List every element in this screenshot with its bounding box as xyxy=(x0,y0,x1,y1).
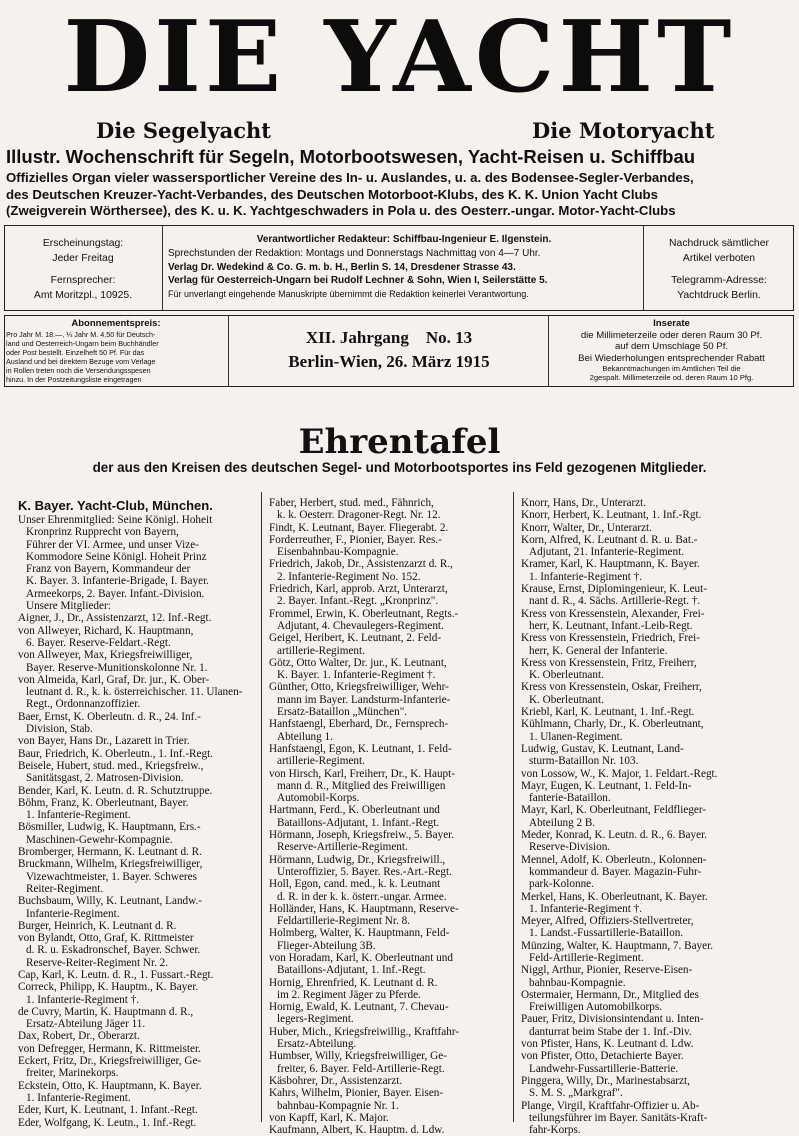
organ-line: des Deutschen Kreuzer-Yacht-Verbandes, des Deutschen Motorboot-Klubs, des K. K. Union Yacht Clubs xyxy=(6,186,658,202)
masthead: DIE YACHT xyxy=(63,0,736,115)
member-entry-line: artillerie-Regiment. xyxy=(277,644,365,657)
member-entry-line: Holländer, Hans, K. Hauptmann, Reserve- xyxy=(269,902,459,915)
member-entry-line: Findt, K. Leutnant, Bayer. Fliegerabt. 2. xyxy=(269,521,449,534)
verlag-berlin-line: Verlag Dr. Wedekind & Co. G. m. b. H., Berlin S. 14, Dresdener Strasse 43. xyxy=(168,261,516,273)
member-entry-line: Kühlmann, Charly, Dr., K. Oberleutnant, xyxy=(521,718,704,731)
member-entry-line: d. R. in der k. k. österr.-ungar. Armee. xyxy=(277,890,447,903)
inserate-title: Inserate xyxy=(653,318,690,329)
member-entry-line: Kommodore Seine Königl. Hoheit Prinz xyxy=(26,550,207,563)
member-entry-line: Abteilung 1. xyxy=(277,730,333,743)
member-entry-line: herr, K. General der Infanterie. xyxy=(529,644,668,657)
member-entry-line: leutnant d. R., k. k. österreichischer. 11. Ulanen- xyxy=(26,686,243,699)
member-entry-line: Faber, Herbert, stud. med., Fähnrich, xyxy=(269,497,434,509)
member-entry-line: Eder, Kurt, K. Leutnant, 1. Infant.-Regt. xyxy=(18,1104,198,1117)
member-entry-line: K. Oberleutnant. xyxy=(529,669,604,682)
member-entry-line: Kahrs, Wilhelm, Pionier, Bayer. Eisen- xyxy=(269,1087,444,1100)
page-subtitle: der aus den Kreisen des deutschen Segel- und Motorbootsportes ins Feld gezogenen Mitglieder. xyxy=(92,460,707,475)
member-entry-line: nant d. R., 4. Sächs. Artillerie-Regt. †. xyxy=(529,595,701,608)
inserate-line: die Millimeterzeile oder deren Raum 30 Pf. xyxy=(580,329,763,341)
page-title: Ehrentafel xyxy=(298,422,501,462)
verlag-wien-line: Verlag für Oesterreich-Ungarn bei Rudolf Lechner & Sohn, Wien I, Seilerstätte 5. xyxy=(168,275,548,287)
member-entry-line: Knorr, Hans, Dr., Unterarzt. xyxy=(521,497,647,509)
member-entry-line: mann d. R., Mitglied des Freiwilligen xyxy=(277,779,446,792)
member-entry-line: S. M. S. „Markgraf". xyxy=(529,1087,623,1100)
member-entry-line: park-Kolonne. xyxy=(529,878,594,891)
artikel-verboten-line: Artikel verboten xyxy=(682,253,756,264)
issue-info xyxy=(232,326,546,374)
member-entry-line: Dax, Robert, Dr., Oberarzt. xyxy=(18,1030,140,1043)
nachdruck-line: Nachdruck sämtlicher xyxy=(669,238,769,249)
member-entry-line: Käsbohrer, Dr., Assistenzarzt. xyxy=(269,1074,403,1087)
member-entry-line: Bromberger, Hermann, K. Leutnant d. R. xyxy=(18,846,202,859)
manuskripte-note: Für unverlangt eingehende Manuskripte übernimmt die Redaktion keinerlei Verantwortung. xyxy=(168,289,529,300)
telegramm-value: Yachtdruck Berlin. xyxy=(677,290,761,301)
abonnement-line: Ausland und bei direktem Bezuge vom Verlage xyxy=(6,357,156,366)
member-entry-line: 1. Infanterie-Regiment. xyxy=(26,809,131,822)
inserate-line: Bei Wiederholungen entsprechender Rabatt xyxy=(578,352,765,364)
member-entry-line: Maschinen-Gewehr-Kompagnie. xyxy=(26,833,173,846)
member-entry-line: Ersatz-Abteilung. xyxy=(277,1038,357,1051)
issue-number: No. 13 xyxy=(425,328,473,347)
member-entry-line: 2. Bayer. Infant.-Regt. „Kronprinz". xyxy=(277,595,439,608)
publication-info xyxy=(6,236,160,303)
subtitle-motoryacht: Die Motoryacht xyxy=(532,118,715,143)
member-entry-line: Eckstein, Otto, K. Hauptmann, K. Bayer. xyxy=(18,1079,202,1092)
member-entry-line: Vizewachtmeister, 1. Bayer. Schweres xyxy=(26,870,197,883)
member-entry-line: Hörmann, Joseph, Kriegsfreiw., 5. Bayer. xyxy=(269,829,455,842)
member-entry-line: 1. Infanterie-Regiment †. xyxy=(26,993,140,1006)
member-entry-line: K. Bayer. 3. Infanterie-Brigade, I. Bayer. xyxy=(26,575,209,588)
member-entry-line: Freiwilligen Automobilkorps. xyxy=(529,1001,663,1014)
member-entry-line: Eder, Wolfgang, K. Leutn., 1. Inf.-Regt. xyxy=(18,1116,197,1129)
member-entry-line: Burger, Heinrich, K. Leutnant d. R. xyxy=(18,919,177,932)
member-entry-line: freiter, 6. Bayer. Feld-Artillerie-Regt. xyxy=(277,1062,445,1075)
member-entry-line: von Pfister, Otto, Detachierte Bayer. xyxy=(521,1050,684,1063)
member-entry-line: 1. Infanterie-Regiment †. xyxy=(529,902,643,915)
abonnement-line: land und Oesterreich-Ungarn beim Buchhändler xyxy=(6,339,159,348)
member-entry-line: Hornig, Ehrenfried, K. Leutnant d. R. xyxy=(269,976,438,989)
member-entry-line: Pauer, Fritz, Divisionsintendant u. Inten- xyxy=(521,1013,704,1026)
member-entry-line: kommandeur d. Bayer. Magazin-Fuhr- xyxy=(529,865,702,878)
member-entry-line: von Horadam, Karl, K. Oberleutnant und xyxy=(269,951,453,964)
member-entry-line: Forderreuther, F., Pionier, Bayer. Res.- xyxy=(269,533,442,546)
member-entry-line: von Almeida, Karl, Graf, Dr. jur., K. Ober- xyxy=(18,673,210,686)
fernsprecher-value: Amt Moritzpl., 10925. xyxy=(33,290,133,301)
member-entry-line: von Allweyer, Richard, K. Hauptmann, xyxy=(18,624,194,637)
member-entry-line: Götz, Otto Walter, Dr. jur., K. Leutnant, xyxy=(269,656,447,669)
member-entry-line: Adjutant, 4. Chevaulegers-Regiment. xyxy=(277,619,444,632)
erscheinungstag-value: Jeder Freitag xyxy=(52,253,114,264)
member-entry-line: bahnbau-Kompagnie. xyxy=(529,976,626,989)
abonnement-title: Abonnementspreis: xyxy=(71,318,161,329)
member-entry-line: Plange, Virgil, Kraftfahr-Offizier u. Ab- xyxy=(521,1099,700,1112)
member-entry-line: Abteilung 2 B. xyxy=(529,816,596,829)
member-entry-line: Cap, Karl, K. Leutn. d. R., 1. Fussart.-Regt. xyxy=(18,968,214,981)
member-entry-line: Kress von Kressenstein, Fritz, Freiherr, xyxy=(521,656,697,669)
member-entry-line: Unteroffizier, 5. Bayer. Res.-Art.-Regt. xyxy=(277,865,452,878)
member-entry-line: Holl, Egon, cand. med., k. k. Leutnant xyxy=(269,878,441,891)
member-entry-line: von Allweyer, Max, Kriegsfreiwilliger, xyxy=(18,649,193,662)
member-entry-line: Knorr, Walter, Dr., Unterarzt. xyxy=(521,521,652,534)
member-entry-line: Kress von Kressenstein, Oskar, Freiherr, xyxy=(521,681,702,694)
abonnement-line: hinzu. In der Postzeitungsliste eingetragen xyxy=(6,375,142,384)
member-entry-line: K. Bayer. 1. Infanterie-Regiment †. xyxy=(277,669,436,682)
member-entry-line: mann im Bayer. Landsturm-Infanterie- xyxy=(277,693,451,706)
member-entry-line: 1. Infanterie-Regiment †. xyxy=(529,570,643,583)
member-entry-line: Bataillons-Adjutant, 1. Infant.-Regt. xyxy=(277,816,440,829)
member-entry-line: Münzing, Walter, K. Hauptmann, 7. Bayer. xyxy=(521,939,714,952)
member-entry-line: Eisenbahnbau-Kompagnie. xyxy=(277,546,399,559)
member-entry-line: Niggl, Arthur, Pionier, Reserve-Eisen- xyxy=(521,964,693,977)
member-entry-line: Hornig, Ewald, K. Leutnant, 7. Chevau- xyxy=(269,1001,449,1014)
member-entry-line: Baur, Friedrich, K. Oberleutn., 1. Inf.-Regt. xyxy=(18,747,213,760)
member-entry-line: artillerie-Regiment. xyxy=(277,755,365,768)
member-entry-line: Mayr, Karl, K. Oberleutnant, Feldflieger- xyxy=(521,804,707,817)
member-entry-line: Böhm, Franz, K. Oberleutnant, Bayer. xyxy=(18,796,189,809)
member-entry-line: freiter, Marinekorps. xyxy=(26,1067,119,1080)
member-entry-line: Ersatz-Bataillon „München". xyxy=(277,706,408,719)
member-entry-line: Baer, Ernst, K. Oberleutn. d. R., 24. Inf.- xyxy=(18,710,201,723)
member-entry-line: Mayr, Eugen, K. Leutnant, 1. Feld-In- xyxy=(521,779,692,792)
member-entry-line: Automobil-Korps. xyxy=(277,792,360,805)
member-entry-line: Beisele, Hubert, stud. med., Kriegsfreiw., xyxy=(18,759,204,772)
member-entry-line: Division, Stab. xyxy=(26,723,93,736)
abonnement-info xyxy=(6,318,226,384)
member-entry-line: Ersatz-Abteilung Jäger 11. xyxy=(26,1018,146,1031)
member-entry-line: im 2. Regiment Jäger zu Pferde. xyxy=(277,988,421,1001)
member-entry-line: Hanfstaengl, Egon, K. Leutnant, 1. Feld- xyxy=(269,742,452,755)
member-entry-line: Meyer, Alfred, Offiziers-Stellvertreter, xyxy=(521,915,694,928)
member-entry-line: Infanterie-Regiment. xyxy=(26,907,120,920)
member-entry-line: Bösmiller, Ludwig, K. Hauptmann, Ers.- xyxy=(18,821,201,834)
member-entry-line: Friedrich, Jakob, Dr., Assistenzarzt d. R., xyxy=(269,558,453,571)
member-entry-line: Sanitätsgast, 2. Matrosen-Division. xyxy=(26,772,184,785)
member-entry-line: Feld-Artillerie-Regiment. xyxy=(529,951,644,964)
member-entry-line: Aigner, J., Dr., Assistenzarzt, 12. Inf.-Regt. xyxy=(18,612,212,625)
member-entry-line: Unser Ehrenmitglied: Seine Königl. Hoheit xyxy=(18,514,213,526)
member-entry-line: Mennel, Adolf, K. Oberleutn., Kolonnen- xyxy=(521,853,707,866)
inserate-line: Bekanntmachungen im Amtlichen Teil die xyxy=(602,364,741,373)
member-entry-line: Reserve-Artillerie-Regiment. xyxy=(277,841,408,854)
member-entry-line: Bayer. Reserve-Munitionskolonne Nr. 1. xyxy=(26,661,208,674)
member-entry-line: Führer der VI. Armee, und unser Vize- xyxy=(26,538,199,551)
member-entry-line: 1. Landst.-Fussartillerie-Bataillon. xyxy=(529,927,684,940)
member-entry-line: Kress von Kressenstein, Friedrich, Frei- xyxy=(521,632,700,645)
member-entry-line: Unsere Mitglieder: xyxy=(26,600,111,613)
member-entry-line: von Lossow, W., K. Major, 1. Feldart.-Regt. xyxy=(521,767,718,780)
member-entry-line: Reiter-Regiment. xyxy=(26,882,104,895)
member-entry-line: Knorr, Herbert, K. Leutnant, 1. Inf.-Rgt. xyxy=(521,509,702,522)
inserate-line: 2gespalt. Millimeterzeile od. deren Raum 10 Pfg. xyxy=(589,373,754,382)
member-entry-line: Humbser, Willy, Kriegsfreiwilliger, Ge- xyxy=(269,1050,447,1063)
column-2 xyxy=(269,497,509,1136)
club-heading: K. Bayer. Yacht-Club, München. xyxy=(18,498,213,513)
member-entry-line: Krause, Ernst, Diplomingenieur, K. Leut- xyxy=(521,583,707,596)
member-entry-line: d. R. u. Eskadronschef, Bayer. Schwer. xyxy=(26,944,201,957)
abonnement-line: Pro Jahr M. 18.—, ¼ Jahr M. 4.50 für Deutsch- xyxy=(6,330,156,339)
member-entry-line: 1. Infanterie-Regiment. xyxy=(26,1091,131,1104)
member-entry-line: Franz von Bayern, Kommandeur der xyxy=(26,563,191,576)
rights-info xyxy=(645,236,793,303)
member-entry-line: Meder, Konrad, K. Leutn. d. R., 6. Bayer. xyxy=(521,829,707,842)
member-entry-line: Eckert, Fritz, Dr., Kriegsfreiwilliger, Ge- xyxy=(18,1055,202,1068)
member-entry-line: de Cuvry, Martin, K. Hauptmann d. R., xyxy=(18,1005,194,1018)
member-entry-line: Regt., Ordonnanzoffizier. xyxy=(26,698,141,711)
member-entry-line: Frommel, Erwin, K. Oberleutnant, Regts.- xyxy=(269,607,459,620)
member-entry-line: Flieger-Abteilung 3B. xyxy=(277,939,376,952)
subtitle-segelyacht: Die Segelyacht xyxy=(96,118,271,143)
member-entry-line: Bender, Karl, K. Leutn. d. R. Schutztruppe. xyxy=(18,784,213,797)
fernsprecher-label: Fernsprecher: xyxy=(50,275,116,286)
member-entry-line: fahr-Korps. xyxy=(529,1124,581,1136)
member-entry-line: von Kapff, Karl, K. Major. xyxy=(269,1111,389,1124)
abonnement-line: in Rollen treten noch die Versendungsspesen xyxy=(6,366,151,375)
member-entry-line: Armeekorps, 2. Bayer. Infant.-Division. xyxy=(26,587,205,600)
member-entry-line: Ludwig, Gustav, K. Leutnant, Land- xyxy=(521,742,684,755)
organ-statement xyxy=(6,170,796,220)
member-entry-line: sturm-Bataillon Nr. 103. xyxy=(529,755,639,768)
member-entry-line: Günther, Otto, Kriegsfreiwilliger, Wehr- xyxy=(269,681,449,694)
member-entry-line: danturrat beim Stabe der 1. Inf.-Div. xyxy=(529,1025,692,1038)
member-entry-line: Hörmann, Ludwig, Dr., Kriegsfreiwill., xyxy=(269,853,446,866)
member-entry-line: von Pfister, Hans, K. Leutnant d. Ldw. xyxy=(521,1038,694,1051)
member-entry-line: von Bylandt, Otto, Graf, K. Rittmeister xyxy=(18,932,194,945)
member-entry-line: Holmberg, Walter, K. Hauptmann, Feld- xyxy=(269,927,450,940)
column-1 xyxy=(18,497,258,1129)
member-entry-line: fanterie-Bataillon. xyxy=(529,792,611,805)
member-entry-line: Feldartillerie-Regiment Nr. 8. xyxy=(277,915,410,928)
member-entry-line: Kaufmann, Albert, K. Hauptm. d. Ldw. xyxy=(269,1124,445,1136)
sprechstunden-line: Sprechstunden der Redaktion: Montags und Donnerstags Nachmittag von 4—7 Uhr. xyxy=(168,247,541,259)
member-entry-line: Kramer, Karl, K. Hauptmann, K. Bayer. xyxy=(521,558,700,571)
jahrgang: XII. Jahrgang xyxy=(305,328,409,347)
member-entry-line: Merkel, Hans, K. Oberleutnant, K. Bayer. xyxy=(521,890,708,903)
member-entry-line: Kress von Kressenstein, Alexander, Frei- xyxy=(521,607,705,620)
member-entry-line: Kriebl, Karl, K. Leutnant, 1. Inf.-Regt. xyxy=(521,706,695,719)
member-entry-line: von Bayer, Hans Dr., Lazarett in Trier. xyxy=(18,735,190,748)
member-entry-line: Friedrich, Karl, approb. Arzt, Unterarzt, xyxy=(269,583,448,596)
member-entry-line: Pinggera, Willy, Dr., Marinestabsarzt, xyxy=(521,1074,690,1087)
member-entry-line: von Defregger, Hermann, K. Rittmeister. xyxy=(18,1042,201,1055)
column-3 xyxy=(521,497,761,1136)
wochenschrift-line: Illustr. Wochenschrift für Segeln, Motorbootswesen, Yacht-Reisen u. Schiffbau xyxy=(6,146,696,167)
member-entry-line: Bataillons-Adjutant, 1. Inf.-Regt. xyxy=(277,964,426,977)
member-entry-line: Landwehr-Fussartillerie-Batterie. xyxy=(529,1062,679,1075)
organ-line: Offizielles Organ vieler wassersportlicher Vereine des In- u. Auslandes, u. a. des Bodensee-Segler-Verbandes, xyxy=(6,170,694,185)
organ-line: (Zweigverein Wörthersee), des K. u. K. Yachtgeschwaders in Pola u. des Oesterr.-ungar. Motor-Yacht-Clubs xyxy=(6,203,676,219)
member-entry-line: Adjutant, 21. Infanterie-Regiment. xyxy=(529,546,685,559)
editorial-info xyxy=(168,233,640,302)
member-entry-line: teilungsführer im Bayer. Sanitäts-Kraft- xyxy=(529,1111,708,1124)
telegramm-label: Telegramm-Adresse: xyxy=(671,275,767,286)
member-entry-line: 1. Ulanen-Regiment. xyxy=(529,730,623,743)
member-entry-line: Bruckmann, Wilhelm, Kriegsfreiwilliger, xyxy=(18,858,203,871)
issue-date: Berlin-Wien, 26. März 1915 xyxy=(288,352,490,371)
member-entry-line: Huber, Mich., Kriegsfreiwillig., Kraftfahr- xyxy=(269,1025,460,1038)
member-entry-line: herr, K. Leutnant, Infant.-Leib-Regt. xyxy=(529,619,693,632)
inserate-line: auf dem Umschlage 50 Pf. xyxy=(614,341,729,352)
member-entry-line: Reserve-Division. xyxy=(529,841,611,854)
inserate-info xyxy=(550,318,793,382)
member-entry-line: legers-Regiment. xyxy=(277,1013,354,1026)
member-entry-line: Correck, Philipp, K. Hauptm., K. Bayer. xyxy=(18,981,199,994)
redakteur-line: Verantwortlicher Redakteur: Schiffbau-Ingenieur E. Ilgenstein. xyxy=(256,234,552,245)
member-entry-line: Geigel, Heribert, K. Leutnant, 2. Feld- xyxy=(269,632,442,645)
abonnement-line: oder Post bestellt. Einzelheft 50 Pf. Für das xyxy=(6,348,145,357)
member-entry-line: Korn, Alfred, K. Leutnant d. R. u. Bat.- xyxy=(521,533,698,546)
erscheinungstag-label: Erscheinungstag: xyxy=(42,238,124,249)
member-entry-line: Hartmann, Ferd., K. Oberleutnant und xyxy=(269,804,440,817)
member-entry-line: K. Oberleutnant. xyxy=(529,693,604,706)
member-entry-line: 6. Bayer. Reserve-Feldart.-Regt. xyxy=(26,636,171,649)
member-entry-line: 2. Infanterie-Regiment No. 152. xyxy=(277,570,421,583)
member-entry-line: Ostermaier, Hermann, Dr., Mitglied des xyxy=(521,988,699,1001)
member-entry-line: Hanfstaengl, Eberhard, Dr., Fernsprech- xyxy=(269,718,449,731)
member-entry-line: von Hirsch, Karl, Freiherr, Dr., K. Haupt- xyxy=(269,767,455,780)
member-entry-line: Kronprinz Rupprecht von Bayern, xyxy=(26,526,179,539)
member-entry-line: Buchsbaum, Willy, K. Leutnant, Landw.- xyxy=(18,895,203,908)
member-entry-line: k. k. Oesterr. Dragoner-Regt. Nr. 12. xyxy=(277,509,441,522)
member-entry-line: Reserve-Reiter-Regiment Nr. 2. xyxy=(26,956,169,969)
member-entry-line: bahnbau-Kompagnie Nr. 1. xyxy=(277,1099,399,1112)
